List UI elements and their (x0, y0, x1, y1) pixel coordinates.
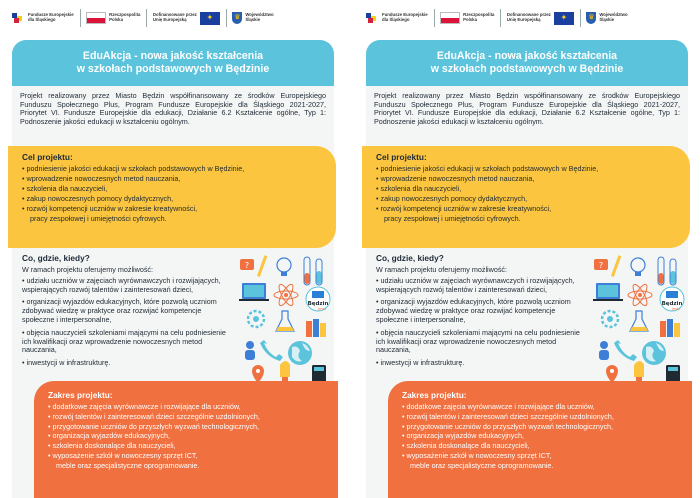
poland-flag-icon (440, 12, 460, 24)
bedzin-logo-text: Będzin (307, 301, 329, 307)
goals-list (22, 164, 326, 225)
goals-box (362, 146, 690, 248)
goal-last-item-cont: pracy zespołowej i umiejętności cyfrowych. (384, 214, 521, 224)
flask-icon (276, 311, 294, 331)
list-item (376, 204, 680, 224)
goal-last-item: rozwój kompetencji uczniów w zakresie kreatywności, (380, 204, 552, 214)
list-item: • wprowadzenie nowoczesnych metod nauczania, (22, 174, 326, 184)
hero-title-line1: EduAkcja - nowa jakość kształcenia (436, 50, 618, 62)
hero-title-line2: w szkołach podstawowych w Będzinie (76, 63, 270, 75)
logo-bar (8, 0, 338, 36)
what-list (376, 277, 586, 368)
fe-star-icon (366, 13, 379, 23)
logo-unia-europejska (153, 12, 220, 25)
list-item: • podniesienie jakości edukacji w szkołach podstawowych w Będzinie, (376, 164, 680, 174)
goals-title: Cel projektu: (376, 152, 427, 162)
goal-last-item-cont: pracy zespołowej i umiejętności cyfrowych. (30, 214, 167, 224)
list-item (22, 204, 326, 224)
logo-rzeczpospolita (86, 12, 140, 24)
atom-icon (628, 283, 652, 308)
list-item: • objęcia nauczycieli szkoleniami mającymi na celu podniesienie ich kwalifikacji oraz wprowadzenie nowoczesnych metod nauczania, (376, 329, 586, 355)
divider (80, 9, 81, 27)
laptop-icon (239, 283, 269, 301)
what-section (376, 253, 586, 372)
what-title: Co, gdzie, kiedy? (376, 253, 444, 263)
list-item: • szkolenia dla nauczycieli, (376, 184, 680, 194)
what-lead: W ramach projektu oferujemy możliwość: (376, 265, 508, 274)
bedzin-logo-text: Będzin (661, 301, 683, 307)
gear-icon (602, 311, 618, 327)
lightbulb-icon (277, 258, 291, 276)
books-icon (660, 319, 680, 337)
list-item: • zakup nowoczesnych pomocy dydaktycznych, (22, 194, 326, 204)
fe-star-icon (12, 13, 25, 23)
rp-logo-text: Rzeczpospolita Polska (109, 12, 141, 22)
scope-last-item: wyposażenie szkół w nowoczesny sprzęt ICT, (406, 450, 552, 460)
test-tube-icon (670, 259, 676, 285)
rocket-icon (280, 361, 290, 381)
list-item: • objęcia nauczycieli szkoleniami mającymi na celu podniesienie ich kwalifikacji oraz wprowadzenie nowoczesnych metod nauczania, (22, 329, 232, 355)
list-item: • rozwój talentów i zainteresowań dzieci szczególnie uzdolnionych, (402, 412, 686, 422)
logo-wojewodztwo-slaskie (586, 12, 627, 24)
what-section (22, 253, 232, 372)
globe-icon (288, 341, 312, 365)
scope-title: Zakres projektu: (48, 390, 113, 400)
chat-bubble-icon (240, 259, 254, 270)
list-item: • inwestycji w infrastrukturę. (22, 359, 232, 368)
hero-banner (12, 40, 334, 86)
pencil-icon (257, 255, 267, 277)
phone-icon (614, 340, 637, 361)
bedzin-logo-sub: jest! (671, 306, 681, 311)
logo-fundusze-europejskie (366, 13, 428, 23)
list-item: • szkolenia dla nauczycieli, (22, 184, 326, 194)
scope-last-item-cont: meble oraz specjalistyczne oprogramowanie. (56, 460, 200, 470)
intro-paragraph: Projekt realizowany przez Miasto Będzin współfinansowany ze środków Europejskiego Funduszu Społecznego Plus, Program Fundusze Europejskie dla Śląskiego 2021-2027, Priorytet VI. Fundusze Europejskie dla edukacji, Działanie 6.2 Kształcenie ogólne, Typ 1: Podnoszenie jakości edukacji w kształceniu ogólnym. (20, 91, 326, 126)
what-title: Co, gdzie, kiedy? (22, 253, 90, 263)
gutter (342, 0, 358, 498)
fe-logo-text: Fundusze Europejskie dla Śląskiego (28, 12, 74, 22)
list-item: • organizacja wyjazdów edukacyjnych, (48, 431, 332, 441)
eu-flag-icon: ✦ (554, 12, 574, 25)
gear-icon (248, 311, 264, 327)
list-item: • przygotowanie uczniów do przyszłych wyzwań technologicznych, (48, 422, 332, 432)
list-item: • wprowadzenie nowoczesnych metod nauczania, (376, 174, 680, 184)
bedzin-logo (660, 287, 684, 311)
scope-box (34, 381, 338, 498)
list-item (48, 451, 332, 471)
goals-title: Cel projektu: (22, 152, 73, 162)
eagle-crest-icon: ♛ (586, 12, 596, 24)
hero-title-line1: EduAkcja - nowa jakość kształcenia (82, 50, 264, 62)
list-item (402, 451, 686, 471)
logo-fundusze-europejskie (12, 13, 74, 23)
eu-flag-icon: ✦ (200, 12, 220, 25)
poster-right (362, 0, 692, 498)
list-item: • dodatkowe zajęcia wyrównawcze i rozwijające dla uczniów, (402, 402, 686, 412)
logo-rzeczpospolita (440, 12, 494, 24)
test-tube-icon (304, 257, 310, 285)
phone-icon (260, 340, 283, 361)
list-item: • organizacji wyjazdów edukacyjnych, które pozwolą uczniom zdobywać wiedzę w praktyce oraz rozwijać kompetencje społeczne i interpersonalne, (22, 298, 232, 324)
divider (580, 9, 581, 27)
hero-title-line2: w szkołach podstawowych w Będzinie (430, 63, 624, 75)
bedzin-logo (306, 287, 330, 311)
goal-last-item: rozwój kompetencji uczniów w zakresie kreatywności, (26, 204, 198, 214)
ws-logo-text: Województwo Śląskie (245, 12, 274, 22)
intro-paragraph: Projekt realizowany przez Miasto Będzin współfinansowany ze środków Europejskiego Funduszu Społecznego Plus, Program Fundusze Europejskie dla Śląskiego 2021-2027, Priorytet VI. Fundusze Europejskie dla edukacji, Działanie 6.2 Kształcenie ogólne, Typ 1: Podnoszenie jakości edukacji w kształceniu ogólnym. (374, 91, 680, 126)
rp-logo-text: Rzeczpospolita Polska (463, 12, 495, 22)
logo-bar (362, 0, 692, 36)
lightbulb-icon (631, 258, 645, 276)
scope-title: Zakres projektu: (402, 390, 467, 400)
list-item: • organizacja wyjazdów edukacyjnych, (402, 431, 686, 441)
person-icon (599, 341, 609, 360)
fe-logo-text: Fundusze Europejskie dla Śląskiego (382, 12, 428, 22)
list-item: • udziału uczniów w zajęciach wyrównawczych i rozwijających, wspierających rozwój talentów i zainteresowań dzieci, (22, 277, 232, 295)
list-item: • udziału uczniów w zajęciach wyrównawczych i rozwijających, wspierających rozwój talentów i zainteresowań dzieci, (376, 277, 586, 295)
test-tube-icon (316, 259, 322, 285)
scope-last-item: wyposażenie szkół w nowoczesny sprzęt ICT, (52, 450, 198, 460)
ue-logo-text: Dofinansowane przez Unię Europejską (506, 12, 551, 22)
list-item: • szkolenia doskonalące dla nauczycieli, (402, 441, 686, 451)
scope-last-item-cont: meble oraz specjalistyczne oprogramowanie. (410, 460, 554, 470)
laptop-icon (593, 283, 623, 301)
logo-wojewodztwo-slaskie (232, 12, 273, 24)
poland-flag-icon (86, 12, 106, 24)
chat-bubble-icon (594, 259, 608, 270)
poster-left (8, 0, 338, 498)
logo-unia-europejska (507, 12, 574, 25)
list-item: • inwestycji w infrastrukturę. (376, 359, 586, 368)
what-list (22, 277, 232, 368)
goals-box (8, 146, 336, 248)
books-icon (306, 319, 326, 337)
what-lead: W ramach projektu oferujemy możliwość: (22, 265, 154, 274)
divider (146, 9, 147, 27)
test-tube-icon (658, 257, 664, 285)
scope-list (402, 402, 686, 471)
ws-logo-text: Województwo Śląskie (599, 12, 628, 22)
globe-icon (642, 341, 666, 365)
flask-icon (630, 311, 648, 331)
person-icon (245, 341, 255, 360)
atom-icon (274, 283, 298, 308)
scope-box (388, 381, 692, 498)
pencil-icon (611, 255, 621, 277)
goals-list (376, 164, 680, 225)
list-item: • podniesienie jakości edukacji w szkołach podstawowych w Będzinie, (22, 164, 326, 174)
bedzin-logo-sub: jest! (317, 306, 327, 311)
svg-text:?: ? (598, 261, 604, 270)
list-item: • szkolenia doskonalące dla nauczycieli, (48, 441, 332, 451)
divider (226, 9, 227, 27)
hero-banner (366, 40, 688, 86)
list-item: • organizacji wyjazdów edukacyjnych, które pozwolą uczniom zdobywać wiedzę w praktyce oraz rozwijać kompetencje społeczne i interpersonalne, (376, 298, 586, 324)
svg-text:?: ? (244, 261, 250, 270)
rocket-icon (634, 361, 644, 381)
list-item: • dodatkowe zajęcia wyrównawcze i rozwijające dla uczniów, (48, 402, 332, 412)
ue-logo-text: Dofinansowane przez Unię Europejską (152, 12, 197, 22)
scope-list (48, 402, 332, 471)
list-item: • rozwój talentów i zainteresowań dzieci szczególnie uzdolnionych, (48, 412, 332, 422)
divider (500, 9, 501, 27)
list-item: • przygotowanie uczniów do przyszłych wyzwań technologicznych, (402, 422, 686, 432)
divider (434, 9, 435, 27)
list-item: • zakup nowoczesnych pomocy dydaktycznych, (376, 194, 680, 204)
eagle-crest-icon: ♛ (232, 12, 242, 24)
